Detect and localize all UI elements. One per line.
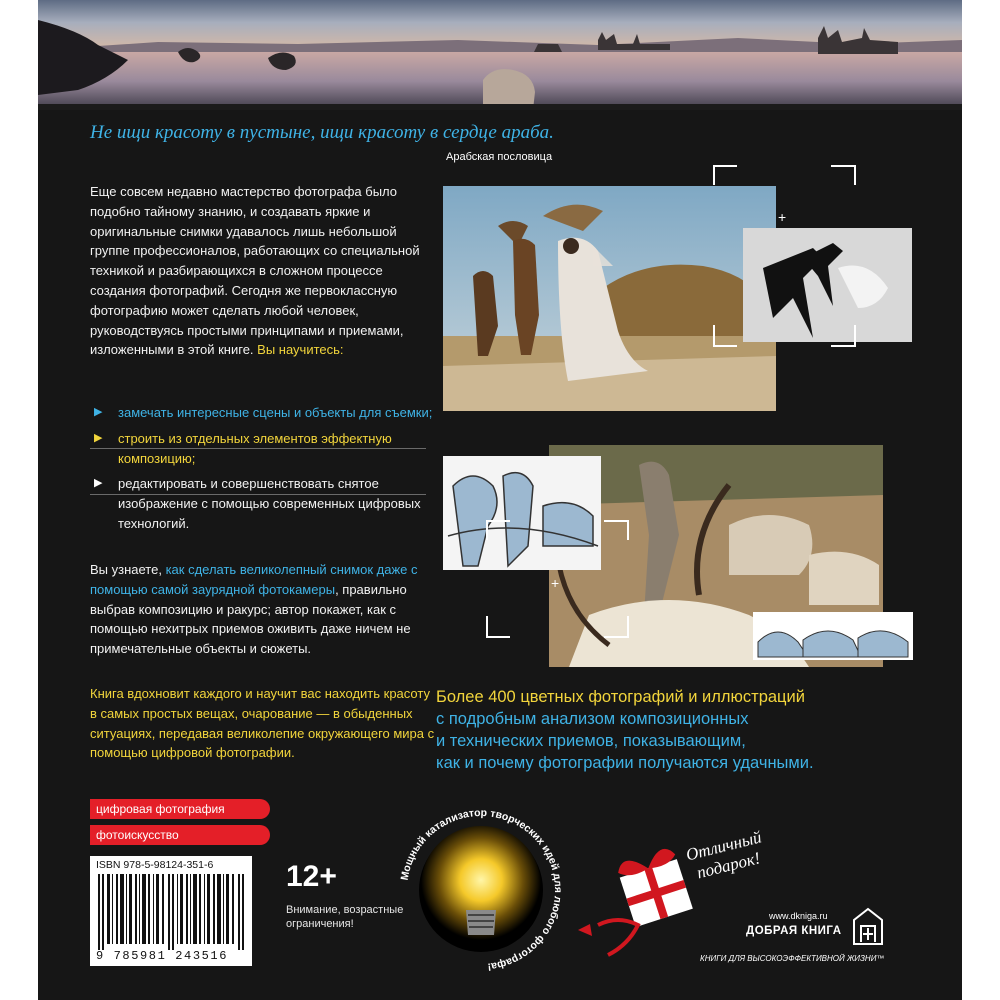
learn-paragraph bbox=[90, 560, 435, 659]
idea-bulb-badge bbox=[396, 800, 566, 980]
intro-highlight: Вы научитесь: bbox=[257, 342, 344, 358]
list-item bbox=[90, 403, 435, 423]
learn-highlight: как сделать великолепный снимок даже с помощью самой заурядной фотокамеры bbox=[90, 562, 418, 597]
intro-text: Еще совсем недавно мастерство фотографа было подобно тайному знанию, и создавать яркие и оригинальные снимки удавалось лишь небольшой группе профессионалов, работающих со специальной техникой и разбирающихся в сложном процессе создания фотографий. Сегодня же первоклассную фотографию может сделать любой человек, руководствуясь простыми принципами и приемами, изложенными в этой книге. bbox=[90, 184, 420, 358]
isbn-label: ISBN 978-5-98124-351-6 bbox=[96, 859, 214, 871]
publisher-site: www.dkniga.ru bbox=[769, 911, 828, 921]
summary-line-3: и технических приемов, показывающим, bbox=[436, 732, 746, 750]
intro-paragraph bbox=[90, 182, 435, 360]
age-rating: 12+ bbox=[286, 860, 337, 893]
list-item-text: редактировать и совершенствовать снятое изображение с помощью современных цифровых технологий. bbox=[118, 476, 421, 531]
barcode-digits: 9 785981 243516 bbox=[96, 949, 229, 963]
inspire-paragraph: Книга вдохновит каждого и научит вас находить красоту в самых простых вещах, очарование — в обыденных ситуациях, передавая великолепие окружающего мира с помощью цифровой фотографии. bbox=[90, 686, 435, 761]
plus-icon: + bbox=[551, 575, 560, 591]
triangle-icon: ▶ bbox=[94, 477, 103, 490]
tag-photo-art: фотоискусство bbox=[90, 825, 270, 845]
divider bbox=[90, 494, 426, 495]
triangle-icon: ▶ bbox=[94, 406, 103, 418]
bulb-circle-text: Мощный катализатор творческих идей для любого фотографа! bbox=[398, 806, 565, 973]
publisher-logo-icon bbox=[848, 906, 888, 946]
hero-landscape-image bbox=[38, 0, 962, 110]
plus-icon: + bbox=[778, 209, 787, 225]
bulb-base-icon bbox=[466, 910, 496, 935]
list-item bbox=[90, 474, 435, 533]
epigraph-quote: Не ищи красоту в пустыне, ищи красоту в сердце араба. bbox=[90, 122, 554, 143]
learn-rest: , правильно выбрав композицию и ракурс; автор покажет, как с помощью нехитрых приемов оживить даже ничем не примечательные объекты и сюжеты. bbox=[90, 581, 411, 657]
list-item-text: строить из отдельных элементов эффектную композицию; bbox=[118, 430, 392, 466]
skills-list bbox=[90, 403, 435, 540]
summary-line-4: как и почему фотографии получаются удачными. bbox=[436, 754, 814, 772]
publisher-slogan: КНИГИ ДЛЯ ВЫСОКОЭФФЕКТИВНОЙ ЖИЗНИ™ bbox=[700, 954, 885, 963]
divider bbox=[90, 448, 426, 449]
tag-digital-photography: цифровая фотография bbox=[90, 799, 270, 819]
isbn-barcode bbox=[90, 856, 252, 966]
barcode-icon bbox=[98, 874, 244, 950]
list-item-text: замечать интересные сцены и объекты для съемки; bbox=[118, 405, 433, 420]
triangle-icon: ▶ bbox=[94, 431, 103, 444]
composition-sketch-3 bbox=[753, 612, 913, 660]
book-back-cover bbox=[38, 0, 962, 1000]
learn-lead: Вы узнаете, bbox=[90, 562, 166, 577]
publisher-name: ДОБРАЯ КНИГА bbox=[746, 925, 842, 937]
epigraph-source: Арабская пословица bbox=[446, 151, 553, 163]
photos-summary bbox=[436, 686, 936, 774]
viewfinder-frame-1 bbox=[713, 165, 858, 347]
gift-caption: Отличный подарок! bbox=[683, 827, 764, 883]
summary-line-2: с подробным анализом композиционных bbox=[436, 710, 749, 728]
age-warning: Внимание, возрастные ограничения! bbox=[286, 904, 404, 930]
summary-line-1: Более 400 цветных фотографий и иллюстраций bbox=[436, 688, 805, 706]
